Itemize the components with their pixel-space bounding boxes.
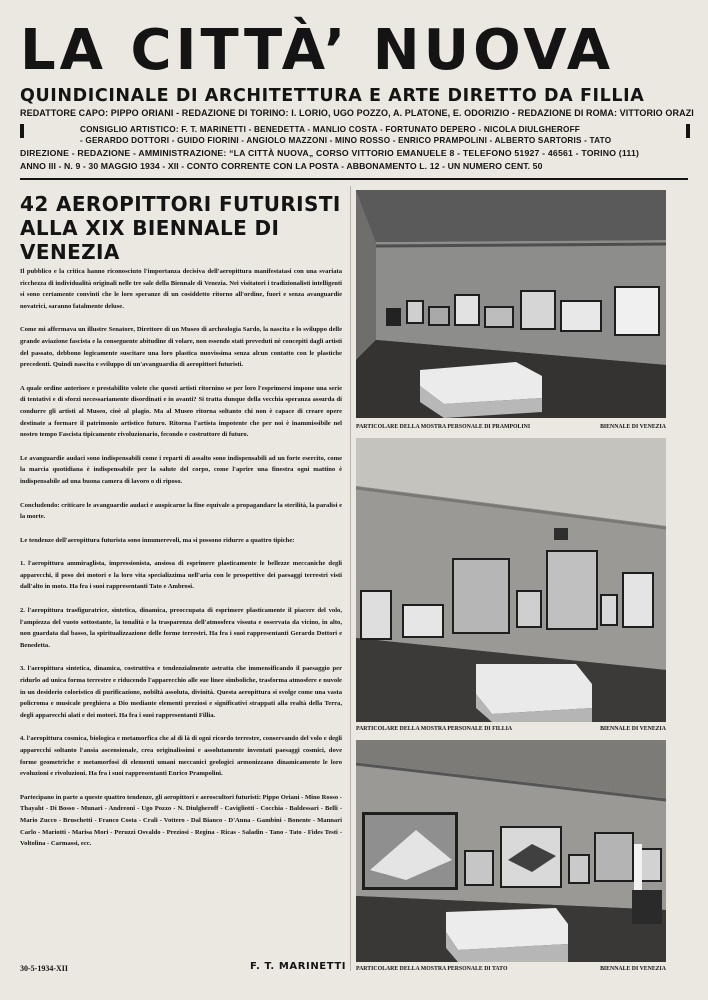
- address-line: DIREZIONE - REDAZIONE - AMMINISTRAZIONE: “LA CITTÀ NUOVA„ CORSO VITTORIO EMANUELE 8 - TELEFONO 51927 - 46561 - TORINO (111): [20, 148, 640, 158]
- caption-text: PARTICOLARE DELLA MOSTRA PERSONALE DI FILLIA: [356, 726, 513, 732]
- article-paragraph: A quale ordine anteriore e prestabilito volete che questi artisti ritornino se per loro l'esprimersi impone una serie di tentativi e di sforzi necessariamente disordinati e in avanti? Si tratta dunque della vecchia speranza assurda di condurre gli artisti al Museo, cioè al plagio. Ma al Museo ritorna soltanto chi non è capace di creare opere destinate a formare il patrimonio artistico futuro. Ritorna l'artista impotente che per noi è inammissibile nel nostro tempo Fascista tipicamente rivoluzionario, fecondo e costruttore di futuro.: [20, 384, 342, 439]
- article-date: 30-5-1934-XII: [20, 964, 68, 973]
- photo-caption-tato: [356, 966, 666, 972]
- caption-source: BIENNALE DI VENEZIA: [600, 424, 666, 430]
- editorial-staff-line: REDATTORE CAPO: PIPPO ORIANI - REDAZIONE DI TORINO: I. LORIO, UGO POZZO, A. PLATONE, E. ODORIZIO - REDAZIONE DI ROMA: VITTORIO ORAZI: [20, 108, 694, 118]
- article-paragraph: Partecipano in parte a queste quattro tendenze, gli aeropittori e aeroscultori futuristi: Pippo Oriani - Mino Rosso - Thayaht - Di Bosso - Munari - Andreoni - Ugo Pozzo - N. Diulgheroff - Cavigliotti - Cocchia - Baldessari - Belli - Mario Zucco - Bruschetti - Franco Costa - Crali - Vottero - Dal Bianco - D'Anna - Gambini - Bonente - Mannari Carlo - Mariotti - Marisa Mori - Peruzzi Osvaldo - Preziosi - Regina - Ricas - Saladin - Tano - Tato - Fides Testi - Voltolina - Carmassi, ecc.: [20, 793, 342, 848]
- masthead-subtitle: QUINDICINALE DI ARCHITETTURA E ARTE DIRETTO DA FILLIA: [20, 86, 645, 106]
- article-paragraph: Le avanguardie audaci sono indispensabili come i reparti di assalto sono indispensabili ad un forte esercito, come la marcia quotidiana è indispensabile per la salute del corpo, come l'aprire una finestra ogni mattino è indispensabile ad una buona camera di lavoro o di riposo.: [20, 454, 342, 485]
- gallery-photo-prampolini: [356, 190, 666, 418]
- article-body: [20, 266, 342, 862]
- article-paragraph: 4. l'aeropittura cosmica, biologica e metamorfica che al di là di ogni ricordo terrestre, conservando del volo e degli apparecchi soltanto l'ansia ascensionale, crea originalissimi e assolutamente inventati paesaggi cosmici, dove forme geometriche e metamorfosi di elementi umani meccanici geologici armonizzano dinamicamente le loro evoluzioni e rivoluzioni. Ha fra i suoi rappresentanti Enrico Prampolini.: [20, 735, 342, 778]
- article-paragraph: Concludendo: criticare le avanguardie audaci e auspicarne la fine equivale a propagandare la sterilità, la paralisi e la morte.: [20, 501, 342, 521]
- caption-text: PARTICOLARE DELLA MOSTRA PERSONALE DI PRAMPOLINI: [356, 424, 531, 430]
- masthead-title: LA CITTÀ’ NUOVA: [20, 18, 615, 83]
- article-paragraph: Le tendenze dell'aeropittura futurista sono innumerevoli, ma si possono ridurre a quattro tipiche:: [20, 536, 295, 544]
- photo-caption-fillia: [356, 726, 666, 732]
- headline-line-2: ALLA XIX BIENNALE DI VENEZIA: [20, 216, 280, 264]
- masthead-rule: [20, 178, 688, 180]
- column-divider: [350, 186, 351, 971]
- article-signature: F. T. MARINETTI: [250, 961, 347, 972]
- gallery-photo-tato: [356, 740, 666, 962]
- article-paragraph: Come mi affermava un illustre Senatore, Direttore di un Museo di archeologia Sardo, la nascita e lo sviluppo delle grande aviazione fascista e la conseguente abitudine di volare, non essendo stati preveduti nè concepiti dagli artisti del passato, debbono logicamente suscitare una loro plastica nuovissima senza alcun contatto con le plastiche precedenti. Quindi nascita e sviluppo di un'avanguardia di aeropittori futuristi.: [20, 326, 342, 369]
- art-council-line-2: - GERARDO DOTTORI - GUIDO FIORINI - ANGIOLO MAZZONI - MINO ROSSO - ENRICO PRAMPOLINI - ALBERTO SARTORIS - TATO: [80, 136, 612, 145]
- article-paragraph: 2. l'aeropittura trasfiguratrice, sintetica, dinamica, preoccupata di esprimere plasticamente il piacere del volo, l'ampiezza del vuoto sottostante, la tonalità e la trasparenza dell'atmosfera vissuta e osservata da vicino, in alto, non guardata dal basso, la spiritualizzazione delle forme terrestri. Ha fra i suoi rappresentanti Gerardo Dottori e Benedetta.: [20, 607, 342, 649]
- masthead-bar-right: [686, 124, 690, 138]
- caption-source: BIENNALE DI VENEZIA: [600, 966, 666, 972]
- caption-text: PARTICOLARE DELLA MOSTRA PERSONALE DI TATO: [356, 966, 508, 972]
- gallery-photo-fillia: [356, 438, 666, 722]
- photo-caption-prampolini: [356, 424, 666, 430]
- article-headline: [20, 192, 350, 264]
- caption-source: BIENNALE DI VENEZIA: [600, 726, 666, 732]
- art-council-line-1: CONSIGLIO ARTISTICO: F. T. MARINETTI - BENEDETTA - MANLIO COSTA - FORTUNATO DEPERO - NICOLA DIULGHEROFF: [80, 125, 580, 134]
- article-paragraph: 3. l'aeropittura sintetica, dinamica, costruttiva e tendenzialmente astratta che immensificando il paesaggio per ridurlo ad unica forma terrestre e riducendo l'apparecchio alle sue linee simboliche, trasforma atmosfere e nuvole in un desiderio coloristico di purificazione, nobiltà assoluta, divinità. Questa aeropittura si svolge come una vasta policroma e musicale preghiera a Dio mediante elementi preziosi e significativi strappati alla realtà della Terra, degli apparecchi alati e dei motori. Ha fra i suoi rappresentanti Fillia.: [20, 665, 342, 719]
- issue-line: ANNO III - N. 9 - 30 MAGGIO 1934 - XII - CONTO CORRENTE CON LA POSTA - ABBONAMENTO L. 12 - UN NUMERO CENT. 50: [20, 161, 543, 171]
- article-paragraph: 1. l'aeropittura ammiraglista, impressionista, ansiosa di esprimere plasticamente le bellezze meccaniche degli apparecchi, il peso dei motori e la loro vita specializzima nell'aria con le prospettive dei paesaggi terrestri visti dall'alto in moto. Ha fra i suoi rappresentanti Tato e Ambrosi.: [20, 560, 342, 591]
- article-paragraph: Il pubblico e la critica hanno riconosciuto l'importanza decisiva dell'aeropittura manifestatasi con una svariata ricchezza di individualità originali nelle tre sale della Biennale di Venezia. Nei visitatori i tradizionalisti intelligenti si sono certamente convinti che le loro speranze di un cosiddetto ritorno all'ordine, fuori e senza avanguardie novatrici, saranno fatalmente deluse.: [20, 268, 342, 310]
- masthead-bar-left: [20, 124, 24, 138]
- headline-line-1: 42 AEROPITTORI FUTURISTI: [20, 192, 341, 216]
